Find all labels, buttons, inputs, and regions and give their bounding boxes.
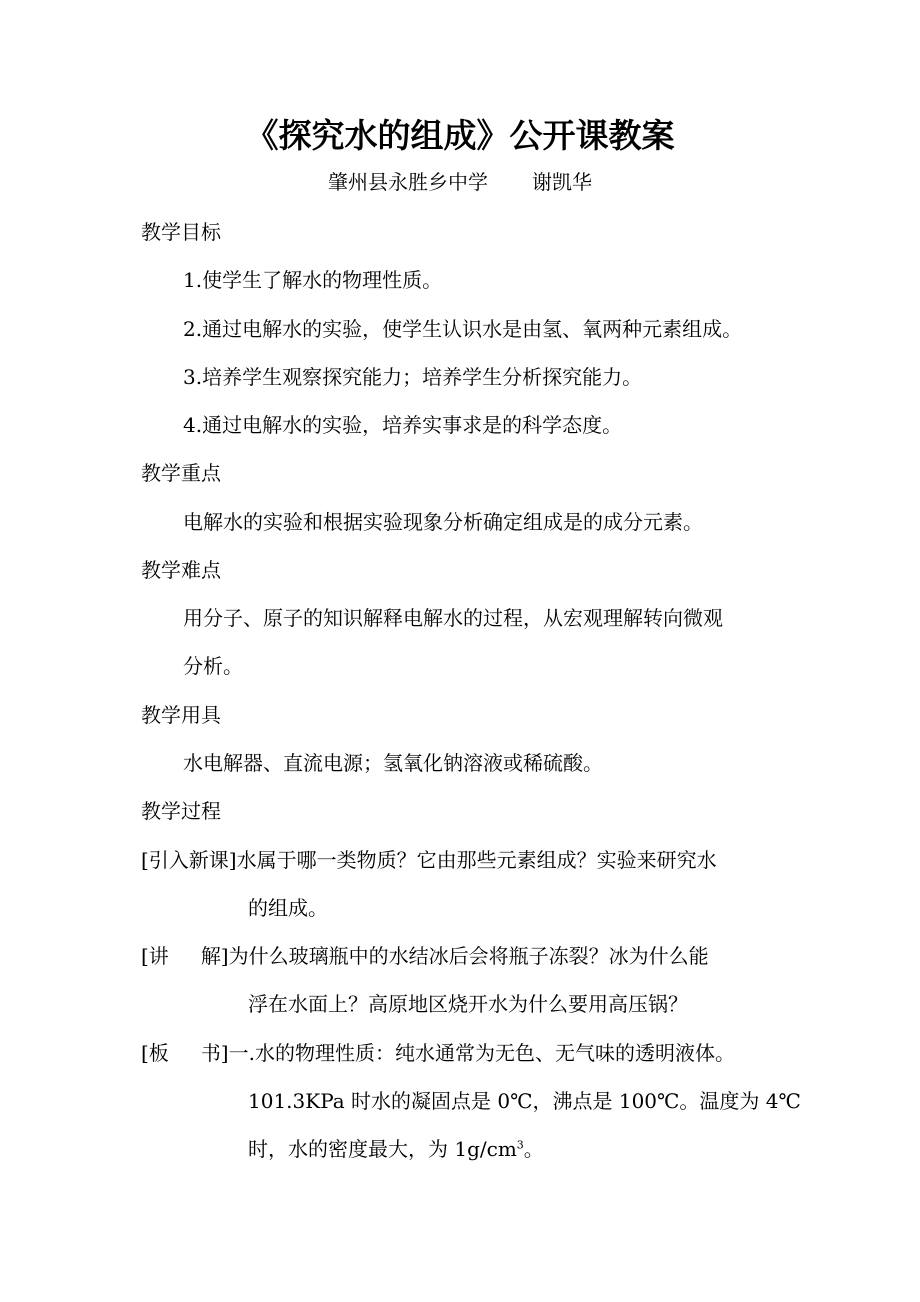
goal-item: 1.使学生了解水的物理性质。 — [183, 268, 443, 292]
document-title: 《探究水的组成》公开课教案 — [245, 116, 675, 155]
intro-paragraph — [141, 844, 717, 876]
intro-tag: [引入新课] — [141, 848, 237, 872]
explain-text: 为什么玻璃瓶中的水结冰后会将瓶子冻裂？冰为什么能 — [228, 944, 709, 968]
explain-text-cont: 浮在水面上？高原地区烧开水为什么要用高压锅？ — [248, 992, 688, 1016]
tools-heading: 教学用具 — [141, 703, 221, 727]
board-tag-open: [板 — [141, 1041, 169, 1065]
explain-tag-close: 解] — [200, 944, 229, 968]
board-tag-close: 书] — [200, 1041, 229, 1065]
process-heading: 教学过程 — [141, 799, 221, 823]
author-name: 谢凯华 — [532, 170, 592, 194]
difficult-points-text: 用分子、原子的知识解释电解水的过程，从宏观理解转向微观 — [183, 606, 723, 630]
explain-paragraph — [141, 940, 709, 972]
superscript-3: 3 — [516, 1138, 524, 1152]
board-paragraph — [141, 1037, 735, 1069]
difficult-points-text-cont: 分析。 — [183, 654, 243, 678]
board-text-cont: 101.3KPa 时水的凝固点是 0℃，沸点是 100℃。温度为 4℃ — [248, 1089, 801, 1113]
author-line — [0, 166, 920, 198]
period: 。 — [523, 1137, 544, 1161]
board-text-cont-2 — [248, 1133, 544, 1165]
tools-text: 水电解器、直流电源；氢氧化钠溶液或稀硫酸。 — [183, 751, 603, 775]
intro-text-cont: 的组成。 — [248, 896, 328, 920]
goal-item: 2.通过电解水的实验，使学生认识水是由氢、氧两种元素组成。 — [183, 317, 743, 341]
density-text: 时，水的密度最大，为 1g/cm — [248, 1137, 517, 1161]
goal-item: 3.培养学生观察探究能力；培养学生分析探究能力。 — [183, 365, 643, 389]
school-name: 肇州县永胜乡中学 — [328, 170, 488, 194]
goal-item: 4.通过电解水的实验，培养实事求是的科学态度。 — [183, 413, 623, 437]
difficult-points-heading: 教学难点 — [141, 558, 221, 582]
intro-text: 水属于哪一类物质？它由那些元素组成？实验来研究水 — [236, 848, 717, 872]
board-text: 一.水的物理性质：纯水通常为无色、无气味的透明液体。 — [228, 1041, 735, 1065]
key-points-heading: 教学重点 — [141, 461, 221, 485]
goals-heading: 教学目标 — [141, 220, 221, 244]
key-points-text: 电解水的实验和根据实验现象分析确定组成是的成分元素。 — [183, 510, 703, 534]
explain-tag-open: [讲 — [141, 944, 169, 968]
